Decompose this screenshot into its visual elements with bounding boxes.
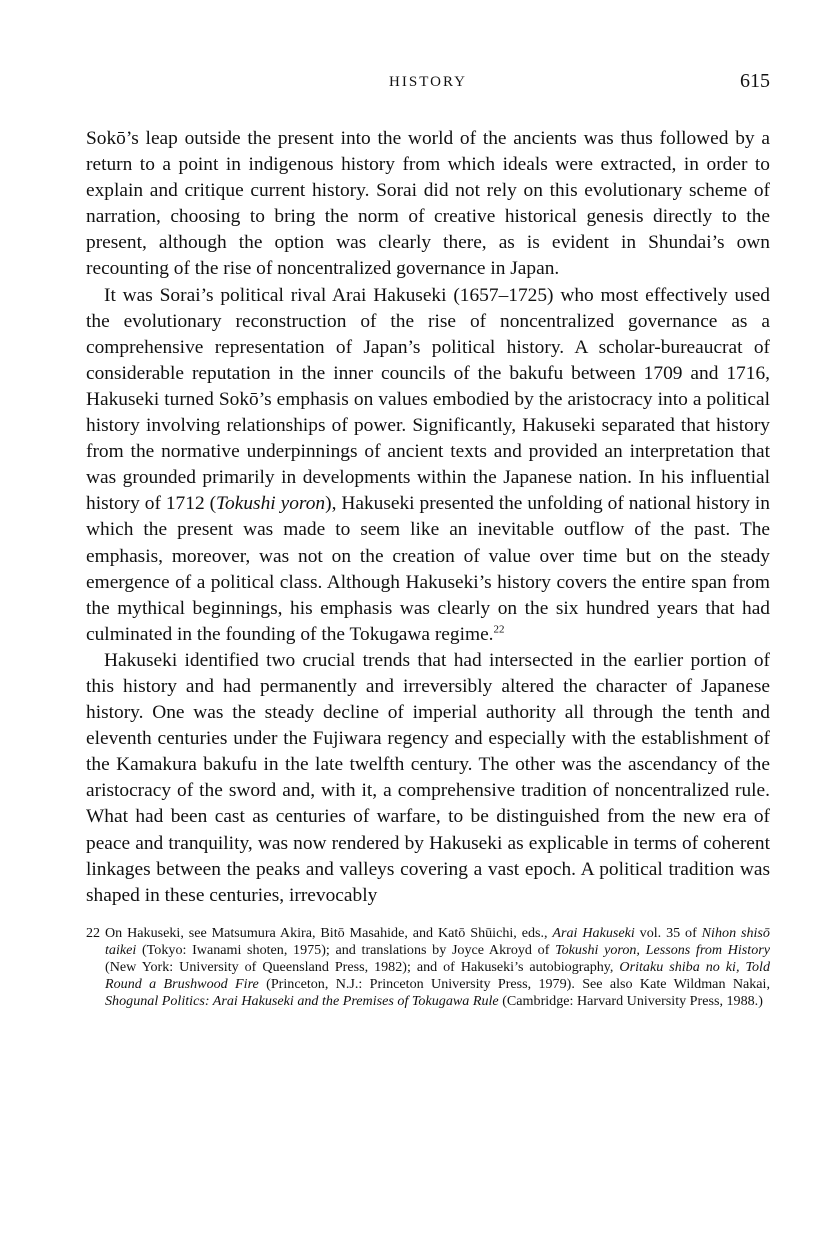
paragraph-3 [86, 648, 770, 909]
book-title: Tokushi yoron [216, 493, 326, 515]
paragraph-text: Hakuseki identified two crucial trends that had intersected in the earlier portion of this history and had permanently and irreversibly altered the character of Japanese history. One was the steady decline of imperial authority all through the tenth and eleventh centuries under the Fujiwara regency and especially with the establishment of the Kamakura bakufu in the late twelfth century. The other was the ascendancy of the aristocracy of the sword and, with it, a comprehensive tradition of noncentralized rule. What had been cast as centuries of warfare, to be distinguished from the new era of peace and tranquility, was now rendered by Hakuseki as explicable in terms of coherent linkages between the peaks and valleys covering a vast epoch. A political tradition was shaped in these centuries, irrevocably [86, 649, 770, 906]
footnote-number: 22 [86, 924, 101, 941]
page-number: 615 [740, 70, 770, 92]
footnote-title: Oritaku shiba no ki, Told Round a Brushwood Fire [105, 958, 770, 992]
paragraph-1 [86, 126, 770, 283]
footnote [86, 925, 770, 1010]
footnote-title: Shogunal Politics: Arai Hakuseki and the Premises of Tokugawa Rule [105, 992, 499, 1009]
paragraph-text: It was Sorai’s political rival Arai Hakuseki (1657–1725) who most effectively used the evolutionary reconstruction of the rise of noncentralized governance as a comprehensive representation of Japan’s political history. A scholar-bureaucrat of considerable reputation in the inner councils of the bakufu between 1709 and 1716, Hakuseki turned Sokō’s emphasis on values embodied by the aristocracy into a political history involving relationships of power. Significantly, Hakuseki separated that history from the normative underpinnings of ancient texts and provided an interpretation that was grounded primarily in developments within the Japanese nation. In his influential history of 1712 ( [86, 284, 770, 515]
footnote-text: On Hakuseki, see Matsumura Akira, Bitō Masahide, and Katō Shūichi, eds., [105, 924, 553, 941]
footnote-title: Tokushi yoron, Lessons from History [555, 941, 770, 958]
book-page [86, 70, 770, 1010]
footnote-text: vol. 35 of [634, 924, 702, 941]
paragraph-text: Sokō’s leap outside the present into the world of the ancients was thus followed by a return to a point in indigenous history from which ideals were extracted, in order to explain and critique current history. Sorai did not rely on this evolutionary scheme of narration, choosing to bring the norm of creative historical genesis directly to the present, although the option was clearly there, as is evident in Shundai’s own recounting of the rise of noncentralized governance in Japan. [86, 128, 770, 280]
running-header [86, 70, 770, 100]
footnote-text: (Princeton, N.J.: Princeton University Press, 1979). See also Kate Wildman Nakai, [258, 975, 770, 992]
body-text [86, 126, 770, 909]
footnote-title: Arai Hakuseki [552, 924, 635, 941]
footnote-text: (Cambridge: Harvard University Press, 1988.) [498, 992, 763, 1009]
paragraph-text: ), Hakuseki presented the unfolding of national history in which the present was made to seem like an inevitable outflow of the past. The emphasis, moreover, was not on the creation of value over time but on the steady emergence of a political class. Although Hakuseki’s history covers the entire span from the mythical beginnings, his emphasis was clearly on the six hundred years that had culminated in the founding of the Tokugawa regime. [86, 493, 770, 645]
footnote-title: Nihon shisō taikei [105, 924, 770, 958]
footnote-text: (New York: University of Queensland Press, 1982); and of Hakuseki’s autobiography, [105, 958, 620, 975]
paragraph-2 [86, 283, 770, 648]
footnote-text: (Tokyo: Iwanami shoten, 1975); and translations by Joyce Akroyd of [136, 941, 556, 958]
running-title: HISTORY [389, 74, 467, 90]
footnote-reference: 22 [493, 623, 505, 636]
